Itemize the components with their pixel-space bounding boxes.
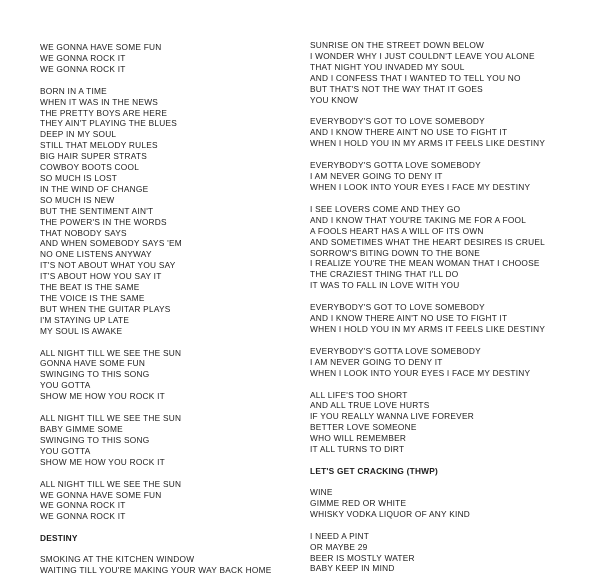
lyric-line: I AM NEVER GOING TO DENY IT (310, 356, 443, 367)
lyric-line: BUT THE SENTIMENT AIN'T (40, 205, 154, 216)
lyric-line: EVERYBODY'S GOTTA LOVE SOMEBODY (310, 345, 481, 356)
lyric-line: IT'S ABOUT HOW YOU SAY IT (40, 271, 162, 282)
lyric-line: BUT THAT'S NOT THE WAY THAT IT GOES (310, 83, 483, 94)
lyric-line: SO MUCH IS LOST (40, 172, 118, 183)
right-lyrics-column (310, 40, 595, 585)
lyric-line: WHEN I LOOK INTO YOUR EYES I FACE MY DESTINY (310, 367, 531, 378)
lyric-line: THE BEAT IS THE SAME (40, 282, 140, 293)
song-title: DESTINY (40, 533, 78, 544)
lyric-line: A FOOLS HEART HAS A WILL OF ITS OWN (310, 225, 484, 236)
lyric-stanza (40, 554, 302, 576)
lyric-line: NO ONE LISTENS ANYWAY (40, 249, 152, 260)
lyric-line: I AM NEVER GOING TO DENY IT (310, 171, 443, 182)
lyric-line: BABY KEEP IN MIND (310, 563, 395, 574)
lyric-line: YOU KNOW (310, 94, 359, 105)
lyric-line: ALL LIFE'S TOO SHORT (310, 389, 408, 400)
lyric-line: AND I KNOW THERE AIN'T NO USE TO FIGHT IT (310, 127, 508, 138)
lyric-line: COWBOY BOOTS COOL (40, 162, 140, 173)
song-title: LET'S GET CRACKING (THWP) (310, 466, 439, 476)
lyric-line: AND ALL TRUE LOVE HURTS (310, 400, 430, 411)
lyric-stanza (310, 302, 595, 335)
lyric-line: IT WAS TO FALL IN LOVE WITH YOU (310, 280, 460, 291)
lyric-line: WHEN I LOOK INTO YOUR EYES I FACE MY DESTINY (310, 181, 531, 192)
lyric-line: GIMME RED OR WHITE (310, 497, 407, 508)
lyric-line: SMOKING AT THE KITCHEN WINDOW (40, 554, 195, 565)
lyric-line: WE GONNA HAVE SOME FUN (40, 42, 162, 52)
lyric-line: MY SOUL IS AWAKE (40, 325, 123, 336)
lyric-line: SWINGING TO THIS SONG (40, 434, 150, 445)
lyric-stanza (40, 348, 302, 403)
lyric-line: AND I KNOW THERE AIN'T NO USE TO FIGHT IT (310, 313, 508, 324)
lyric-line: SHOW ME HOW YOU ROCK IT (40, 456, 165, 467)
lyric-line: SWINGING TO THIS SONG (40, 369, 150, 380)
lyric-line: BABY GIMME SOME (40, 424, 123, 434)
lyric-line: WE GONNA ROCK IT (40, 52, 126, 63)
lyric-line: I NEED A PINT (310, 530, 370, 541)
lyric-line: DEEP IN MY SOUL (40, 129, 117, 140)
lyric-line: THEY AIN'T PLAYING THE BLUES (40, 118, 178, 129)
lyric-line: IN THE WIND OF CHANGE (40, 183, 149, 194)
lyric-line: GONNA HAVE SOME FUN (40, 358, 146, 369)
lyric-line: I REALIZE YOU'RE THE MEAN WOMAN THAT I CHOOSE (310, 258, 540, 269)
lyric-line: WINE (310, 487, 333, 497)
lyric-line: STILL THAT MELODY RULES (40, 140, 158, 151)
lyric-line: WE GONNA HAVE SOME FUN (40, 489, 162, 500)
lyric-line: THE POWER'S IN THE WORDS (40, 216, 167, 227)
lyric-line: ALL NIGHT TILL WE SEE THE SUN (40, 413, 182, 424)
lyric-line: WHEN I HOLD YOU IN MY ARMS IT FEELS LIKE DESTINY (310, 323, 546, 334)
lyric-line: BIG HAIR SUPER STRATS (40, 151, 147, 162)
lyric-stanza (310, 204, 595, 291)
left-lyrics-column (40, 42, 302, 587)
lyric-line: IT'S NOT ABOUT WHAT YOU SAY (40, 260, 176, 271)
lyric-line: EVERYBODY'S GOTTA LOVE SOMEBODY (310, 160, 481, 171)
lyric-line: WHEN IT WAS IN THE NEWS (40, 96, 159, 107)
lyric-stanza (310, 390, 595, 455)
lyric-stanza (310, 40, 595, 105)
lyric-stanza (40, 86, 302, 337)
lyric-line: I'M STAYING UP LATE (40, 314, 130, 325)
lyric-line: WAITING TILL YOU'RE MAKING YOUR WAY BACK HOME (40, 565, 272, 576)
lyric-line: WHO WILL REMEMBER (310, 433, 407, 444)
lyric-line: SHOW ME HOW YOU ROCK IT (40, 391, 165, 402)
lyric-line: YOU GOTTA (40, 380, 91, 391)
lyric-line: ALL NIGHT TILL WE SEE THE SUN (40, 478, 182, 489)
lyric-line: WE GONNA ROCK IT (40, 511, 126, 522)
lyric-line: IF YOU REALLY WANNA LIVE FOREVER (310, 411, 474, 422)
lyric-stanza (310, 531, 595, 575)
lyric-stanza (310, 160, 595, 193)
lyric-line: WE GONNA ROCK IT (40, 500, 126, 511)
lyric-line: WHEN I HOLD YOU IN MY ARMS IT FEELS LIKE DESTINY (310, 138, 546, 149)
lyric-line: AND I KNOW THAT YOU'RE TAKING ME FOR A FOOL (310, 214, 527, 225)
lyric-line: AND SOMETIMES WHAT THE HEART DESIRES IS CRUEL (310, 236, 545, 247)
lyric-stanza (40, 413, 302, 468)
lyric-line: I SEE LOVERS COME AND THEY GO (310, 203, 461, 214)
lyric-line: SORROW'S BITING DOWN TO THE BONE (310, 247, 481, 258)
lyric-line: THE PRETTY BOYS ARE HERE (40, 107, 168, 118)
lyric-line: AND WHEN SOMEBODY SAYS 'EM (40, 238, 182, 249)
lyric-line: I WONDER WHY I JUST COULDN'T LEAVE YOU ALONE (310, 50, 535, 61)
lyric-line: THE CRAZIEST THING THAT I'LL DO (310, 269, 459, 280)
lyric-stanza (310, 487, 595, 520)
lyric-line: OR MAYBE 29 (310, 541, 368, 552)
lyric-line: BUT WHEN THE GUITAR PLAYS (40, 303, 171, 314)
lyric-line: IT ALL TURNS TO DIRT (310, 444, 405, 455)
lyric-line: THE VOICE IS THE SAME (40, 292, 145, 303)
lyric-line: BEER IS MOSTLY WATER (310, 552, 415, 563)
lyric-line: YOU GOTTA (40, 445, 91, 456)
lyric-stanza (310, 346, 595, 379)
lyric-stanza (40, 42, 302, 75)
lyric-line: SO MUCH IS NEW (40, 194, 115, 205)
lyric-line: EVERYBODY'S GOT TO LOVE SOMEBODY (310, 116, 485, 127)
lyric-line: WHISKY VODKA LIQUOR OF ANY KIND (310, 508, 471, 519)
lyric-line: THAT NOBODY SAYS (40, 227, 127, 238)
lyric-line: THAT NIGHT YOU INVADED MY SOUL (310, 61, 465, 72)
lyric-stanza (310, 116, 595, 149)
lyric-line: EVERYBODY'S GOT TO LOVE SOMEBODY (310, 302, 485, 313)
lyric-line: ALL NIGHT TILL WE SEE THE SUN (40, 347, 182, 358)
lyric-stanza (40, 479, 302, 523)
lyric-line: BORN IN A TIME (40, 85, 107, 96)
lyric-line: AND I CONFESS THAT I WANTED TO TELL YOU NO (310, 72, 521, 83)
lyric-line: WE GONNA ROCK IT (40, 63, 126, 74)
lyric-line: BETTER LOVE SOMEONE (310, 422, 417, 433)
lyric-line: SUNRISE ON THE STREET DOWN BELOW (310, 40, 485, 50)
